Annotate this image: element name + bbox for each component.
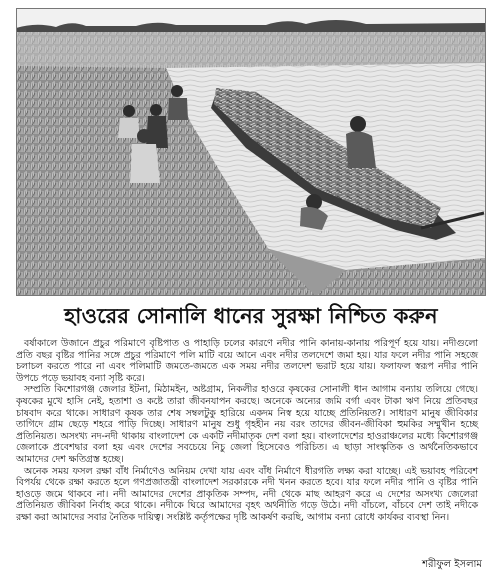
article-paragraph: অনেক সময় ফসল রক্ষা বাঁধ নির্মাণেও অনিয়ম দেখা যায় এবং বাঁধ নির্মাণে ধীরগতি লক্ষ্য করা যাচ্ছে। এই ভয়াবহ পরিবেশ বিপর্যয় থেকে রক্ষা করতে হলে গণপ্রজাতন্ত্রী বাংলাদেশ সরকারকে নদী খনন করতে হবে। যার ফলে নদীর পানি ও বৃষ্টির পানি হাওড়ে জমে থাকবে না। নদী আমাদের দেশের প্রাকৃতিক সম্পদ, নদী থেকে মাছ আহরণ করে এ দেশের অসংখ্য জেলেরা প্রতিনিয়ত জীবিকা নির্বাহ করে থাকে। নদীকে ঘিরে আমাদের বৃহৎ অর্থনীতি গড়ে উঠে। নদী বাঁচলে, বাঁচবে দেশ তাই নদীকে রক্ষা করা আমাদের সবার নৈতিক দায়িত্ব। সংশ্লিষ্ট কর্তৃপক্ষের দৃষ্টি আকর্ষণ করছি, আগাম বন্যা রোধে কার্যকর ব্যবস্থা নিন। — [16, 465, 478, 523]
article-paragraph: বর্ষাকালে উজানে প্রচুর পরিমাণে বৃষ্টিপাত ও পাহাড়ি ঢলের কারণে নদীর পানি কানায়-কানায় পরিপূর্ণ হয়ে যায়। নদীগুলো প্রতি বছর বৃষ্টির পানির সঙ্গে প্রচুর পরিমাণে পলি মাটি বয়ে আনে এবং নদীর তলদেশে জমা হয়। যার ফলে নদীর পানি সহজে চলাচল করতে পারে না এবং পলিমাটি জমতে-জমতে এক সময় নদীর তলদেশ ভরাট হয়ে যায়। ফলাফল স্বরূপ নদীর পানি উপচে পড়ে ভয়াবহ বন্যা সৃষ্টি করে। — [16, 338, 478, 384]
author-byline: শরীফুল ইসলাম — [422, 559, 482, 570]
article-headline: হাওরের সোনালি ধানের সুরক্ষা নিশ্চিত করুন — [64, 303, 438, 328]
news-photo — [16, 8, 486, 296]
article-body — [16, 338, 478, 546]
article-paragraph: সম্প্রতি কিশোরগঞ্জ জেলার ইটনা, মিঠামইন, অষ্টগ্রাম, নিকলীর হাওরে কৃষকের সোনালী ধান আগাম বন্যায় তলিয়ে গেছে। কৃষকের মুখে হাসি নেই, হতাশা ও কষ্টে তারা জীবনযাপন করছে। অনেকে অন্যের জমি বর্গা এবং টাকা ঋণ নিয়ে প্রতিবছর চাষবাদ করে থাকে। সাধারণ কৃষক তার শেষ সম্বলটুকু হারিয়ে একদম নিস্ব হয়ে যাচ্ছে প্রতিনিয়ত?। সাধারণ মানুষ জীবিকার তাগিদে গ্রাম ছেড়ে শহরে পাড়ি দিচ্ছে। সাধারণ মানুষ শুধু গৃহহীন নয় বরং তাদের জীবন-জীবিকা হুমকির সম্মুখীন হচ্ছে প্রতিনিয়ত। অসংখ্য নদ-নদী থাকায় বাংলাদেশ কে একটি নদীমাতৃক দেশ বলা হয়। বাংলাদেশের হাওরাঞ্চলের মধ্যে কিশোরগঞ্জ জেলাকে প্রবেশদ্বার বলা হয় এবং দেশের সবচেয়ে নিচু জেলা হিসেবেও পরিচিত। এ ছাড়া সাংস্কৃতিক ও অর্থনৈতিকভাবে আমাদের দেশ ক্ষতিগ্রস্ত হচ্ছে। — [16, 384, 478, 465]
